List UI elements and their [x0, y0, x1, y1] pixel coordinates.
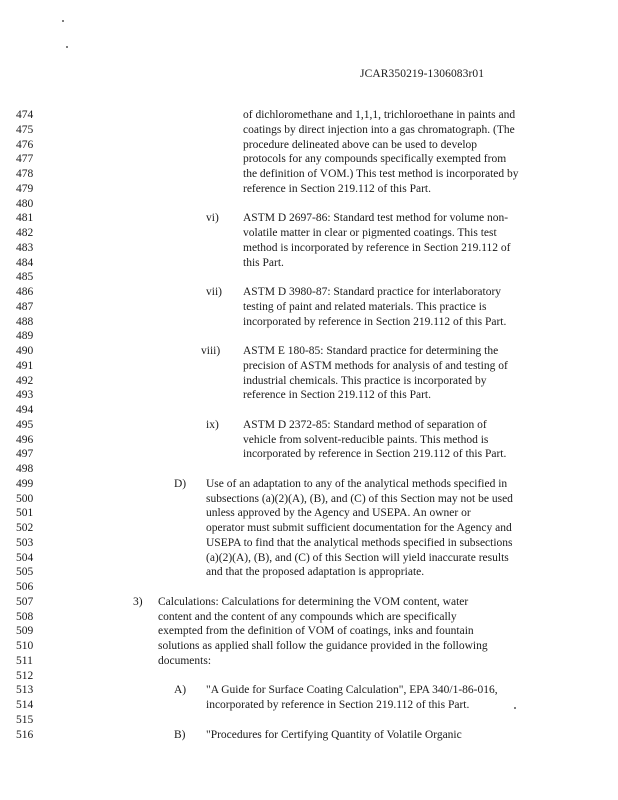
text-line: coatings by direct injection into a gas chromatograph. (The: [243, 123, 515, 136]
text-line: testing of paint and related materials. This practice is: [243, 300, 487, 313]
text-line: solutions as applied shall follow the guidance provided in the following: [158, 640, 488, 652]
line-number: 475: [16, 123, 34, 136]
line-number: 510: [16, 640, 34, 652]
text-line: content and the content of any compounds which are specifically: [158, 610, 457, 623]
paragraph: [243, 285, 506, 329]
scan-speck: [514, 707, 516, 709]
paragraph: [243, 108, 519, 197]
line-number: 500: [16, 492, 34, 505]
line-number: 489: [16, 330, 34, 343]
line-number: 507: [16, 595, 34, 608]
text-line: ASTM D 2697-86: Standard test method for volume non-: [243, 212, 509, 225]
text-line: "A Guide for Surface Coating Calculation", EPA 340/1-86-016,: [206, 684, 498, 697]
text-line: protocols for any compounds specifically exempted from: [243, 153, 507, 166]
list-marker: vi): [206, 212, 219, 225]
document-header-code: JCAR350219-1306083r01: [360, 68, 485, 80]
text-line: reference in Section 219.112 of this Part.: [243, 182, 431, 195]
line-number: 476: [16, 138, 34, 151]
text-line: incorporated by reference in Section 219.112 of this Part.: [243, 448, 507, 461]
paragraph: [243, 418, 506, 462]
line-number: 506: [16, 581, 34, 593]
list-marker: vii): [206, 286, 222, 298]
line-number: 516: [16, 728, 34, 741]
line-number: 488: [16, 315, 34, 328]
line-number: 499: [16, 477, 34, 490]
line-number: 514: [16, 699, 34, 711]
line-number: 498: [16, 463, 34, 475]
list-marker: D): [174, 477, 187, 490]
line-number: 513: [16, 684, 34, 697]
line-number: 494: [16, 404, 34, 416]
text-line: and that the proposed adaptation is appropriate.: [206, 566, 425, 579]
scan-speck: [66, 46, 68, 48]
text-line: subsections (a)(2)(A), (B), and (C) of this Section may not be used: [206, 492, 513, 505]
paragraph: [243, 344, 508, 403]
line-number: 474: [16, 109, 34, 121]
line-number: 479: [16, 182, 34, 195]
text-line: of dichloromethane and 1,1,1, trichloroethane in paints and: [243, 109, 516, 121]
text-line: procedure delineated above can be used to develop: [243, 138, 478, 151]
line-number: 485: [16, 271, 34, 284]
line-number: 482: [16, 227, 34, 239]
text-line: Calculations: Calculations for determining the VOM content, water: [158, 595, 469, 608]
line-number: 503: [16, 536, 34, 549]
paragraph: [206, 683, 498, 713]
paragraph: [158, 595, 488, 669]
list-marker: B): [174, 728, 186, 741]
text-line: vehicle from solvent-reducible paints. This method is: [243, 433, 489, 446]
line-number: 491: [16, 359, 34, 372]
text-line: documents:: [158, 654, 212, 667]
text-line: ASTM D 2372-85: Standard method of separation of: [243, 418, 487, 431]
line-number: 480: [16, 197, 34, 210]
line-number: 508: [16, 610, 34, 623]
line-number: 490: [16, 345, 34, 357]
line-number: 492: [16, 374, 34, 387]
paragraph: [206, 477, 513, 580]
line-number: 509: [16, 625, 34, 638]
text-line: reference in Section 219.112 of this Part.: [243, 389, 431, 402]
text-line: ASTM E 180-85: Standard practice for determining the: [243, 345, 499, 357]
line-number: 483: [16, 241, 34, 254]
text-line: incorporated by reference in Section 219.112 of this Part.: [243, 315, 507, 328]
list-marker: 3): [133, 595, 143, 608]
list-marker: ix): [206, 418, 219, 431]
line-number: 486: [16, 286, 34, 298]
text-line: the definition of VOM.) This test method is incorporated by: [243, 168, 519, 180]
line-number: 504: [16, 551, 34, 564]
text-line: method is incorporated by reference in Section 219.112 of: [243, 241, 511, 254]
line-number: 497: [16, 448, 34, 461]
line-number: 502: [16, 522, 34, 534]
line-number: 481: [16, 212, 34, 225]
text-line: operator must submit sufficient documentation for the Agency and: [206, 522, 512, 534]
paragraph: [243, 211, 511, 270]
text-line: volatile matter in clear or pigmented coatings. This test: [243, 227, 497, 239]
line-number: 495: [16, 418, 34, 431]
text-line: USEPA to find that the analytical methods specified in subsections: [206, 536, 513, 549]
line-number: 505: [16, 566, 34, 579]
paragraph: [206, 728, 462, 743]
line-number: 484: [16, 256, 34, 269]
text-line: unless approved by the Agency and USEPA. An owner or: [206, 507, 471, 520]
line-number: 515: [16, 713, 34, 726]
scan-speck: [62, 20, 64, 22]
text-line: this Part.: [243, 256, 284, 269]
list-marker: viii): [201, 345, 221, 357]
text-line: (a)(2)(A), (B), and (C) of this Section will yield inaccurate results: [206, 551, 509, 564]
text-line: incorporated by reference in Section 219.112 of this Part.: [206, 699, 470, 711]
line-number: 511: [16, 654, 33, 667]
line-number: 487: [16, 300, 34, 313]
text-line: industrial chemicals. This practice is incorporated by: [243, 374, 487, 387]
line-number: 496: [16, 433, 34, 446]
list-marker: A): [174, 684, 187, 697]
text-line: Use of an adaptation to any of the analytical methods specified in: [206, 477, 508, 490]
text-line: exempted from the definition of VOM of coatings, inks and fountain: [158, 625, 474, 638]
line-number: 478: [16, 168, 34, 180]
line-number: 477: [16, 153, 34, 166]
text-line: "Procedures for Certifying Quantity of Volatile Organic: [206, 728, 462, 741]
text-line: ASTM D 3980-87: Standard practice for interlaboratory: [243, 286, 502, 298]
line-number: 493: [16, 389, 34, 402]
line-number: 512: [16, 669, 34, 682]
text-line: precision of ASTM methods for analysis of and testing of: [243, 359, 508, 372]
line-number: 501: [16, 507, 34, 520]
